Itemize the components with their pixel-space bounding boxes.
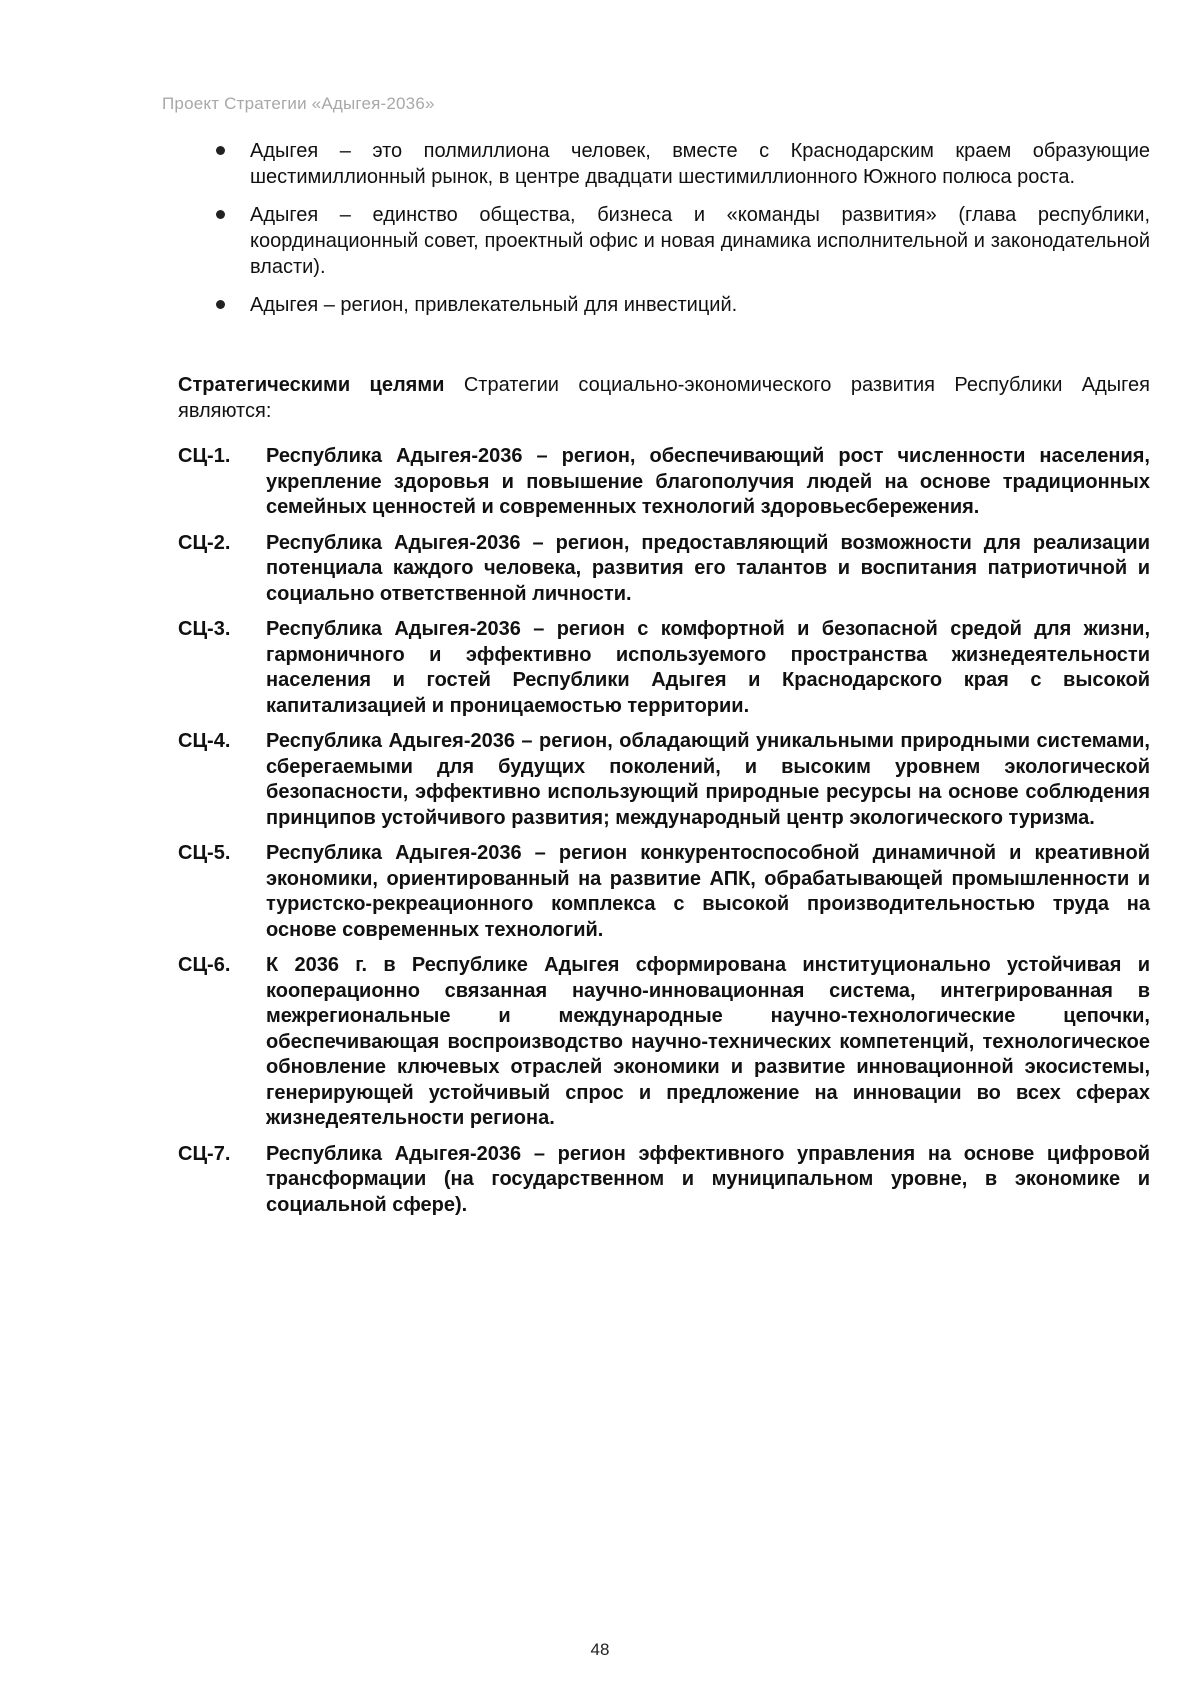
goal-item: [178, 444, 1150, 521]
bullet-text: Адыгея – единство общества, бизнеса и «команды развития» (глава республики, координационный совет, проектный офис и новая динамика исполнительной и законодательной власти).: [250, 204, 1150, 278]
goal-text: Республика Адыгея-2036 – регион, обладающий уникальными природными системами, сберегаемыми для будущих поколений, и высоким уровнем экологической безопасности, эффективно использующий природные ресурсы на основе соблюдения принципов устойчивого развития; международный центр экологического туризма.: [266, 730, 1150, 829]
goal-item: [178, 531, 1150, 608]
goal-text: Республика Адыгея-2036 – регион конкурентоспособной динамичной и креативной экономики, ориентированный на развитие АПК, обрабатывающей промышленности и туристско-рекреационного комплекса с высокой производительностью труда на основе современных технологий.: [266, 842, 1150, 941]
goal-code: СЦ-2.: [178, 531, 231, 554]
running-header: Проект Стратегии «Адыгея-2036»: [162, 94, 435, 113]
goal-text: К 2036 г. в Республике Адыгея сформирована институционально устойчивая и кооперационно связанная научно-инновационная система, интегрированная в межрегиональные и международные научно-технологические цепочки, обеспечивающая воспроизводство научно-технических компетенций, технологическое обновление ключевых отраслей экономики и развитие инновационной экосистемы, генерирующей устойчивый спрос и предложение на инновации во всех сферах жизнедеятельности региона.: [266, 954, 1150, 1129]
goal-text: Республика Адыгея-2036 – регион эффективного управления на основе цифровой трансформации (на государственном и муниципальном уровне, в экономике и социальной сфере).: [266, 1142, 1150, 1216]
goal-text: Республика Адыгея-2036 – регион, обеспечивающий рост численности населения, укрепление здоровья и повышение благополучия людей на основе традиционных семейных ценностей и современных технологий здоровьесбережения.: [266, 445, 1150, 518]
bullet-item: [178, 202, 1150, 280]
bullet-text: Адыгея – это полмиллиона человек, вместе с Краснодарским краем образующие шестимиллионный рынок, в центре двадцати шестимиллионного Южного полюса роста.: [250, 140, 1150, 188]
goal-item: [178, 841, 1150, 943]
bullet-item: [178, 292, 1150, 318]
goals-intro-text: Стратегии социально-экономического развития Республики Адыгея являются:: [178, 374, 1150, 422]
goals-intro-bold: Стратегическими целями: [178, 374, 445, 396]
bullet-item: [178, 138, 1150, 190]
bullet-list: [178, 138, 1150, 318]
strategic-goals-list: [178, 444, 1150, 1218]
goal-code: СЦ-3.: [178, 618, 231, 640]
bullet-icon: [216, 300, 225, 309]
goal-item: [178, 1142, 1150, 1219]
goal-text: Республика Адыгея-2036 – регион с комфортной и безопасной средой для жизни, гармоничного и эффективно используемого пространства жизнедеятельности населения и гостей Республики Адыгея и Краснодарского края с высокой капитализацией и проницаемостью территории.: [266, 618, 1150, 717]
goal-code: СЦ-4.: [178, 730, 231, 752]
goal-text: Республика Адыгея-2036 – регион, предоставляющий возможности для реализации потенциала каждого человека, развития его талантов и воспитания патриотичной и социально ответственной личности.: [266, 531, 1150, 605]
goals-intro-paragraph: [178, 372, 1150, 424]
goal-code: СЦ-1.: [178, 445, 231, 467]
goal-item: [178, 617, 1150, 719]
goal-code: СЦ-5.: [178, 842, 231, 864]
bullet-icon: [216, 210, 225, 219]
goal-item: [178, 953, 1150, 1132]
goal-item: [178, 729, 1150, 831]
document-body: [178, 138, 1150, 1228]
page-number: 48: [590, 1640, 610, 1659]
bullet-text: Адыгея – регион, привлекательный для инвестиций.: [250, 294, 738, 316]
goal-code: СЦ-7.: [178, 1142, 231, 1165]
goal-code: СЦ-6.: [178, 954, 231, 976]
bullet-icon: [216, 146, 225, 155]
